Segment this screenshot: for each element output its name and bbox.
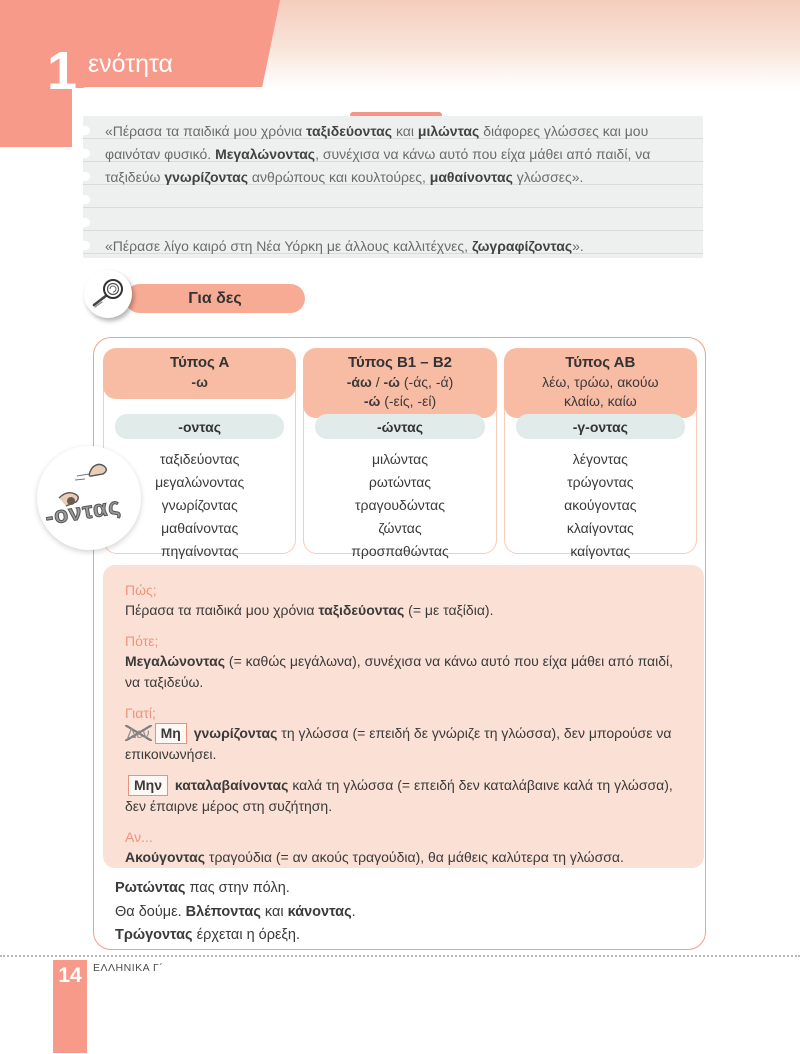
quote-paragraph-1: «Πέρασα τα παιδικά μου χρόνια ταξιδεύοντας και μιλώντας διάφορες γλώσσες και μου φαινόταν φυσικό. Μεγαλώνοντας, συνέχισα να κάνω αυτό που είχα μάθει από παιδί, να ταξιδεύω γνωρίζοντας ανθρώπους και κουλτούρες, μαθαίνοντας γλώσσες». xyxy=(105,123,651,185)
type-b-card xyxy=(303,348,496,559)
word-item: μεγαλώνοντας xyxy=(155,474,245,490)
quote-paragraph-2: «Πέρασε λίγο καιρό στη Νέα Υόρκη με άλλους καλλιτέχνες, ζωγραφίζοντας». xyxy=(105,238,584,254)
type-b-title: Τύπος Β1 – Β2 xyxy=(347,354,452,371)
type-b-word-list xyxy=(304,448,495,563)
word-item: ακούγοντας xyxy=(564,497,637,513)
word-item: μαθαίνοντας xyxy=(161,520,239,536)
spiral-hole xyxy=(76,241,90,250)
type-ab-header xyxy=(504,348,697,418)
section-how-text: Πέρασα τα παιδικά μου χρόνια ταξιδεύοντας (= με ταξίδια). xyxy=(125,602,494,618)
gia-des-pill xyxy=(125,284,305,313)
section-if-heading: Αν... xyxy=(125,828,153,845)
section-how-heading: Πώς; xyxy=(125,582,157,598)
doodle-badge xyxy=(37,446,141,550)
unit-number: 1 xyxy=(47,41,76,101)
section-if-text: Ακούγοντας τραγούδια (= αν ακούς τραγούδια), θα μάθεις καλύτερα τη γλώσσα. xyxy=(125,848,624,865)
spiral-hole xyxy=(76,218,90,227)
type-ab-verbs-2: κλαίω, καίω xyxy=(563,393,637,409)
word-item: γνωρίζοντας xyxy=(161,497,238,513)
type-ab-card xyxy=(504,348,697,559)
notepad-quote-block xyxy=(83,116,703,258)
page-number-block xyxy=(53,960,87,1053)
word-item: κλαίγοντας xyxy=(566,520,634,536)
type-ab-title: Τύπος ΑΒ xyxy=(565,354,636,371)
gia-des-label: Για δες xyxy=(188,289,242,307)
section-why-text-1: Δεν Μη γνωρίζοντας τη γλώσσα (= επειδή δε γνώριζε τη γλώσσα), δεν μπορούσε να επικοινωνήσει. xyxy=(125,724,672,762)
type-b-header xyxy=(303,348,496,418)
word-item: ταξιδεύοντας xyxy=(159,451,240,467)
unit-label: ενότητα xyxy=(88,50,173,78)
type-columns xyxy=(103,348,697,559)
type-a-suffix-pill: -οντας xyxy=(115,414,284,439)
type-ab-suffix-pill: -γ-οντας xyxy=(516,414,685,439)
type-a-title: Τύπος Α xyxy=(170,354,230,371)
word-item: καίγοντας xyxy=(570,543,631,559)
example-line: Ρωτώντας πας στην πόλη. xyxy=(115,880,290,896)
type-a-endings: -ω xyxy=(191,374,208,390)
book-title: ΕΛΛΗΝΙΚΑ Γ΄ xyxy=(93,962,164,974)
word-item: μιλώντας xyxy=(371,451,429,467)
type-a-header xyxy=(103,348,296,399)
section-when-heading: Πότε; xyxy=(125,632,159,649)
word-item: ρωτώντας xyxy=(368,474,432,490)
usage-info-box xyxy=(103,565,704,868)
spiral-hole xyxy=(76,149,90,158)
example-line: Θα δούμε. Βλέποντας και κάνοντας. xyxy=(115,903,356,920)
example-sentences xyxy=(115,877,356,948)
word-item: τρώγοντας xyxy=(567,474,634,490)
type-ab-word-list xyxy=(505,448,696,563)
section-when-text: Μεγαλώνοντας (= καθώς μεγάλωνα), συνέχισα να κάνω αυτό που είχα μάθει από παιδί, να ταξιδεύω. xyxy=(125,652,674,690)
word-item: λέγοντας xyxy=(572,451,628,467)
spiral-hole xyxy=(76,172,90,181)
section-why-heading: Γιατί; xyxy=(125,704,156,721)
section-why-text-2: Μην καταλαβαίνοντας καλά τη γλώσσα (= επειδή δεν καταλάβαινε καλά τη γλώσσα), δεν έπαιρνε μέρος στη συζήτηση. xyxy=(125,776,673,814)
type-b-endings-1: -άω / -ώ (-άς, -ά) xyxy=(346,374,454,390)
word-item: ζώντας xyxy=(378,520,422,536)
badge-suffix-word: -οντας xyxy=(43,492,123,530)
spiral-hole xyxy=(76,195,90,204)
spiral-hole xyxy=(76,126,90,135)
page-number: 14 xyxy=(58,964,82,987)
word-item: τραγουδώντας xyxy=(355,497,445,513)
type-b-endings-2: -ώ (-είς, -εί) xyxy=(363,393,437,409)
magnifier-icon xyxy=(84,270,132,318)
word-item: πηγαίνοντας xyxy=(160,543,239,559)
type-b-suffix-pill: -ώντας xyxy=(315,414,484,439)
word-item: προσπαθώντας xyxy=(351,543,449,559)
type-ab-verbs-1: λέω, τρώω, ακούω xyxy=(542,374,659,390)
example-line: Τρώγοντας έρχεται η όρεξη. xyxy=(115,927,301,943)
footer-divider xyxy=(0,955,800,957)
